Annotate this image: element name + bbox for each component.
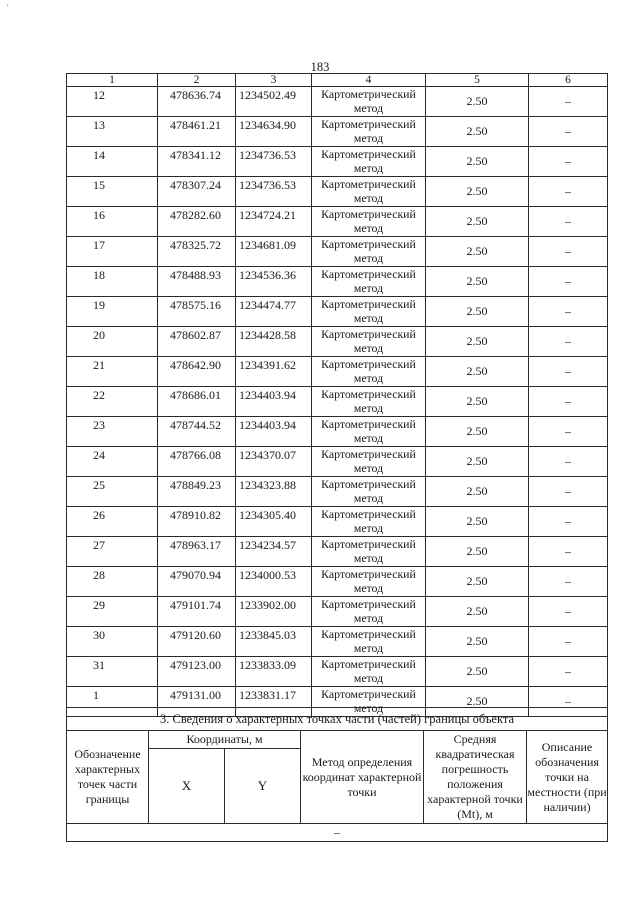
header-coordinates: Координаты, м	[149, 731, 301, 749]
point-number: 1	[67, 687, 158, 717]
description: –	[529, 687, 608, 717]
coord-y: 1233831.17	[236, 687, 312, 717]
error-value: 2.50	[426, 117, 529, 147]
description: –	[529, 567, 608, 597]
coord-x: 478282.60	[158, 207, 236, 237]
description: –	[529, 147, 608, 177]
table-row	[67, 477, 608, 507]
error-value: 2.50	[426, 597, 529, 627]
method: Картометрический метод	[312, 417, 426, 447]
point-number: 31	[67, 657, 158, 687]
error-value: 2.50	[426, 627, 529, 657]
table-row	[67, 567, 608, 597]
description: –	[529, 597, 608, 627]
method: Картометрический метод	[312, 657, 426, 687]
method: Картометрический метод	[312, 237, 426, 267]
coord-y: 1234403.94	[236, 417, 312, 447]
coord-x: 478686.01	[158, 387, 236, 417]
point-number: 15	[67, 177, 158, 207]
error-value: 2.50	[426, 177, 529, 207]
error-value: 2.50	[426, 357, 529, 387]
coord-y: 1233902.00	[236, 597, 312, 627]
coord-y: 1234502.49	[236, 87, 312, 117]
table-row	[67, 207, 608, 237]
description: –	[529, 297, 608, 327]
method: Картометрический метод	[312, 177, 426, 207]
table-row	[67, 507, 608, 537]
point-number: 30	[67, 627, 158, 657]
corner-mark: '	[7, 3, 9, 13]
error-value: 2.50	[426, 657, 529, 687]
error-value: 2.50	[426, 87, 529, 117]
method: Картометрический метод	[312, 627, 426, 657]
column-number: 3	[236, 74, 312, 87]
table-row	[67, 447, 608, 477]
coord-x: 478636.74	[158, 87, 236, 117]
column-number: 2	[158, 74, 236, 87]
error-value: 2.50	[426, 687, 529, 717]
point-number: 14	[67, 147, 158, 177]
coord-y: 1234323.88	[236, 477, 312, 507]
coord-y: 1233845.03	[236, 627, 312, 657]
point-number: 23	[67, 417, 158, 447]
error-value: 2.50	[426, 387, 529, 417]
description: –	[529, 177, 608, 207]
description: –	[529, 87, 608, 117]
method: Картометрический метод	[312, 507, 426, 537]
coord-y: 1234000.53	[236, 567, 312, 597]
coord-x: 478963.17	[158, 537, 236, 567]
method: Картометрический метод	[312, 447, 426, 477]
coord-x: 478575.16	[158, 297, 236, 327]
column-number: 5	[426, 74, 529, 87]
coord-y: 1234474.77	[236, 297, 312, 327]
coord-x: 479120.60	[158, 627, 236, 657]
error-value: 2.50	[426, 447, 529, 477]
coord-x: 479131.00	[158, 687, 236, 717]
coord-x: 479101.74	[158, 597, 236, 627]
section3-table	[66, 707, 608, 842]
table-row	[67, 297, 608, 327]
coord-y: 1234724.21	[236, 207, 312, 237]
header-y: Y	[225, 749, 301, 824]
method: Картометрический метод	[312, 567, 426, 597]
description: –	[529, 537, 608, 567]
method: Картометрический метод	[312, 687, 426, 717]
error-value: 2.50	[426, 537, 529, 567]
point-number: 18	[67, 267, 158, 297]
point-number: 25	[67, 477, 158, 507]
method: Картометрический метод	[312, 267, 426, 297]
coord-x: 478602.87	[158, 327, 236, 357]
coord-y: 1234736.53	[236, 147, 312, 177]
table-row	[67, 627, 608, 657]
column-number: 6	[529, 74, 608, 87]
point-number: 28	[67, 567, 158, 597]
coord-y: 1234403.94	[236, 387, 312, 417]
method: Картометрический метод	[312, 327, 426, 357]
empty-row: –	[67, 824, 608, 842]
point-number: 12	[67, 87, 158, 117]
point-number: 17	[67, 237, 158, 267]
boundary-points-table	[66, 73, 608, 717]
coord-x: 478341.12	[158, 147, 236, 177]
point-number: 19	[67, 297, 158, 327]
point-number: 27	[67, 537, 158, 567]
table-row	[67, 417, 608, 447]
coord-y: 1234305.40	[236, 507, 312, 537]
header-error: Средняя квадратическая погрешность положения характерной точки (Mt), м	[424, 731, 527, 824]
description: –	[529, 387, 608, 417]
description: –	[529, 267, 608, 297]
method: Картометрический метод	[312, 117, 426, 147]
point-number: 29	[67, 597, 158, 627]
error-value: 2.50	[426, 147, 529, 177]
point-number: 26	[67, 507, 158, 537]
column-number-row	[67, 74, 608, 87]
error-value: 2.50	[426, 417, 529, 447]
coord-x: 478488.93	[158, 267, 236, 297]
table-row	[67, 537, 608, 567]
coord-x: 479123.00	[158, 657, 236, 687]
column-number: 1	[67, 74, 158, 87]
description: –	[529, 237, 608, 267]
table-row	[67, 237, 608, 267]
table-row	[67, 597, 608, 627]
method: Картометрический метод	[312, 297, 426, 327]
point-number: 13	[67, 117, 158, 147]
method: Картометрический метод	[312, 87, 426, 117]
error-value: 2.50	[426, 507, 529, 537]
coord-x: 478307.24	[158, 177, 236, 207]
point-number: 16	[67, 207, 158, 237]
method: Картометрический метод	[312, 207, 426, 237]
method: Картометрический метод	[312, 387, 426, 417]
coord-y: 1234736.53	[236, 177, 312, 207]
coord-x: 478642.90	[158, 357, 236, 387]
point-number: 20	[67, 327, 158, 357]
coord-y: 1234536.36	[236, 267, 312, 297]
table-row	[67, 87, 608, 117]
description: –	[529, 657, 608, 687]
coord-y: 1234234.57	[236, 537, 312, 567]
coord-x: 478910.82	[158, 507, 236, 537]
description: –	[529, 477, 608, 507]
column-number: 4	[312, 74, 426, 87]
error-value: 2.50	[426, 207, 529, 237]
coord-y: 1234428.58	[236, 327, 312, 357]
error-value: 2.50	[426, 327, 529, 357]
method: Картометрический метод	[312, 147, 426, 177]
table-row	[67, 357, 608, 387]
header-description: Описание обозначения точки на местности (при наличии)	[527, 731, 608, 824]
point-number: 22	[67, 387, 158, 417]
method: Картометрический метод	[312, 357, 426, 387]
point-number: 24	[67, 447, 158, 477]
table-row	[67, 177, 608, 207]
coord-x: 479070.94	[158, 567, 236, 597]
coord-y: 1234634.90	[236, 117, 312, 147]
description: –	[529, 627, 608, 657]
header-designation: Обозначение характерных точек части границы	[67, 731, 149, 824]
coord-x: 478744.52	[158, 417, 236, 447]
table-row	[67, 657, 608, 687]
coord-y: 1233833.09	[236, 657, 312, 687]
description: –	[529, 207, 608, 237]
error-value: 2.50	[426, 237, 529, 267]
error-value: 2.50	[426, 267, 529, 297]
table-row	[67, 327, 608, 357]
description: –	[529, 117, 608, 147]
table-row	[67, 147, 608, 177]
error-value: 2.50	[426, 297, 529, 327]
error-value: 2.50	[426, 477, 529, 507]
description: –	[529, 417, 608, 447]
method: Картометрический метод	[312, 537, 426, 567]
coord-y: 1234681.09	[236, 237, 312, 267]
description: –	[529, 327, 608, 357]
page-number: 183	[310, 60, 330, 74]
point-number: 21	[67, 357, 158, 387]
method: Картометрический метод	[312, 477, 426, 507]
coord-x: 478766.08	[158, 447, 236, 477]
coord-x: 478461.21	[158, 117, 236, 147]
coord-x: 478325.72	[158, 237, 236, 267]
description: –	[529, 357, 608, 387]
coord-y: 1234370.07	[236, 447, 312, 477]
method: Картометрический метод	[312, 597, 426, 627]
coord-x: 478849.23	[158, 477, 236, 507]
error-value: 2.50	[426, 567, 529, 597]
section3-title: 3. Сведения о характерных точках части (частей) границы объекта	[67, 708, 608, 731]
coord-y: 1234391.62	[236, 357, 312, 387]
description: –	[529, 507, 608, 537]
header-method: Метод определения координат характерной точки	[301, 731, 424, 824]
table-row	[67, 117, 608, 147]
header-x: X	[149, 749, 225, 824]
table-row	[67, 387, 608, 417]
description: –	[529, 447, 608, 477]
table-row	[67, 267, 608, 297]
